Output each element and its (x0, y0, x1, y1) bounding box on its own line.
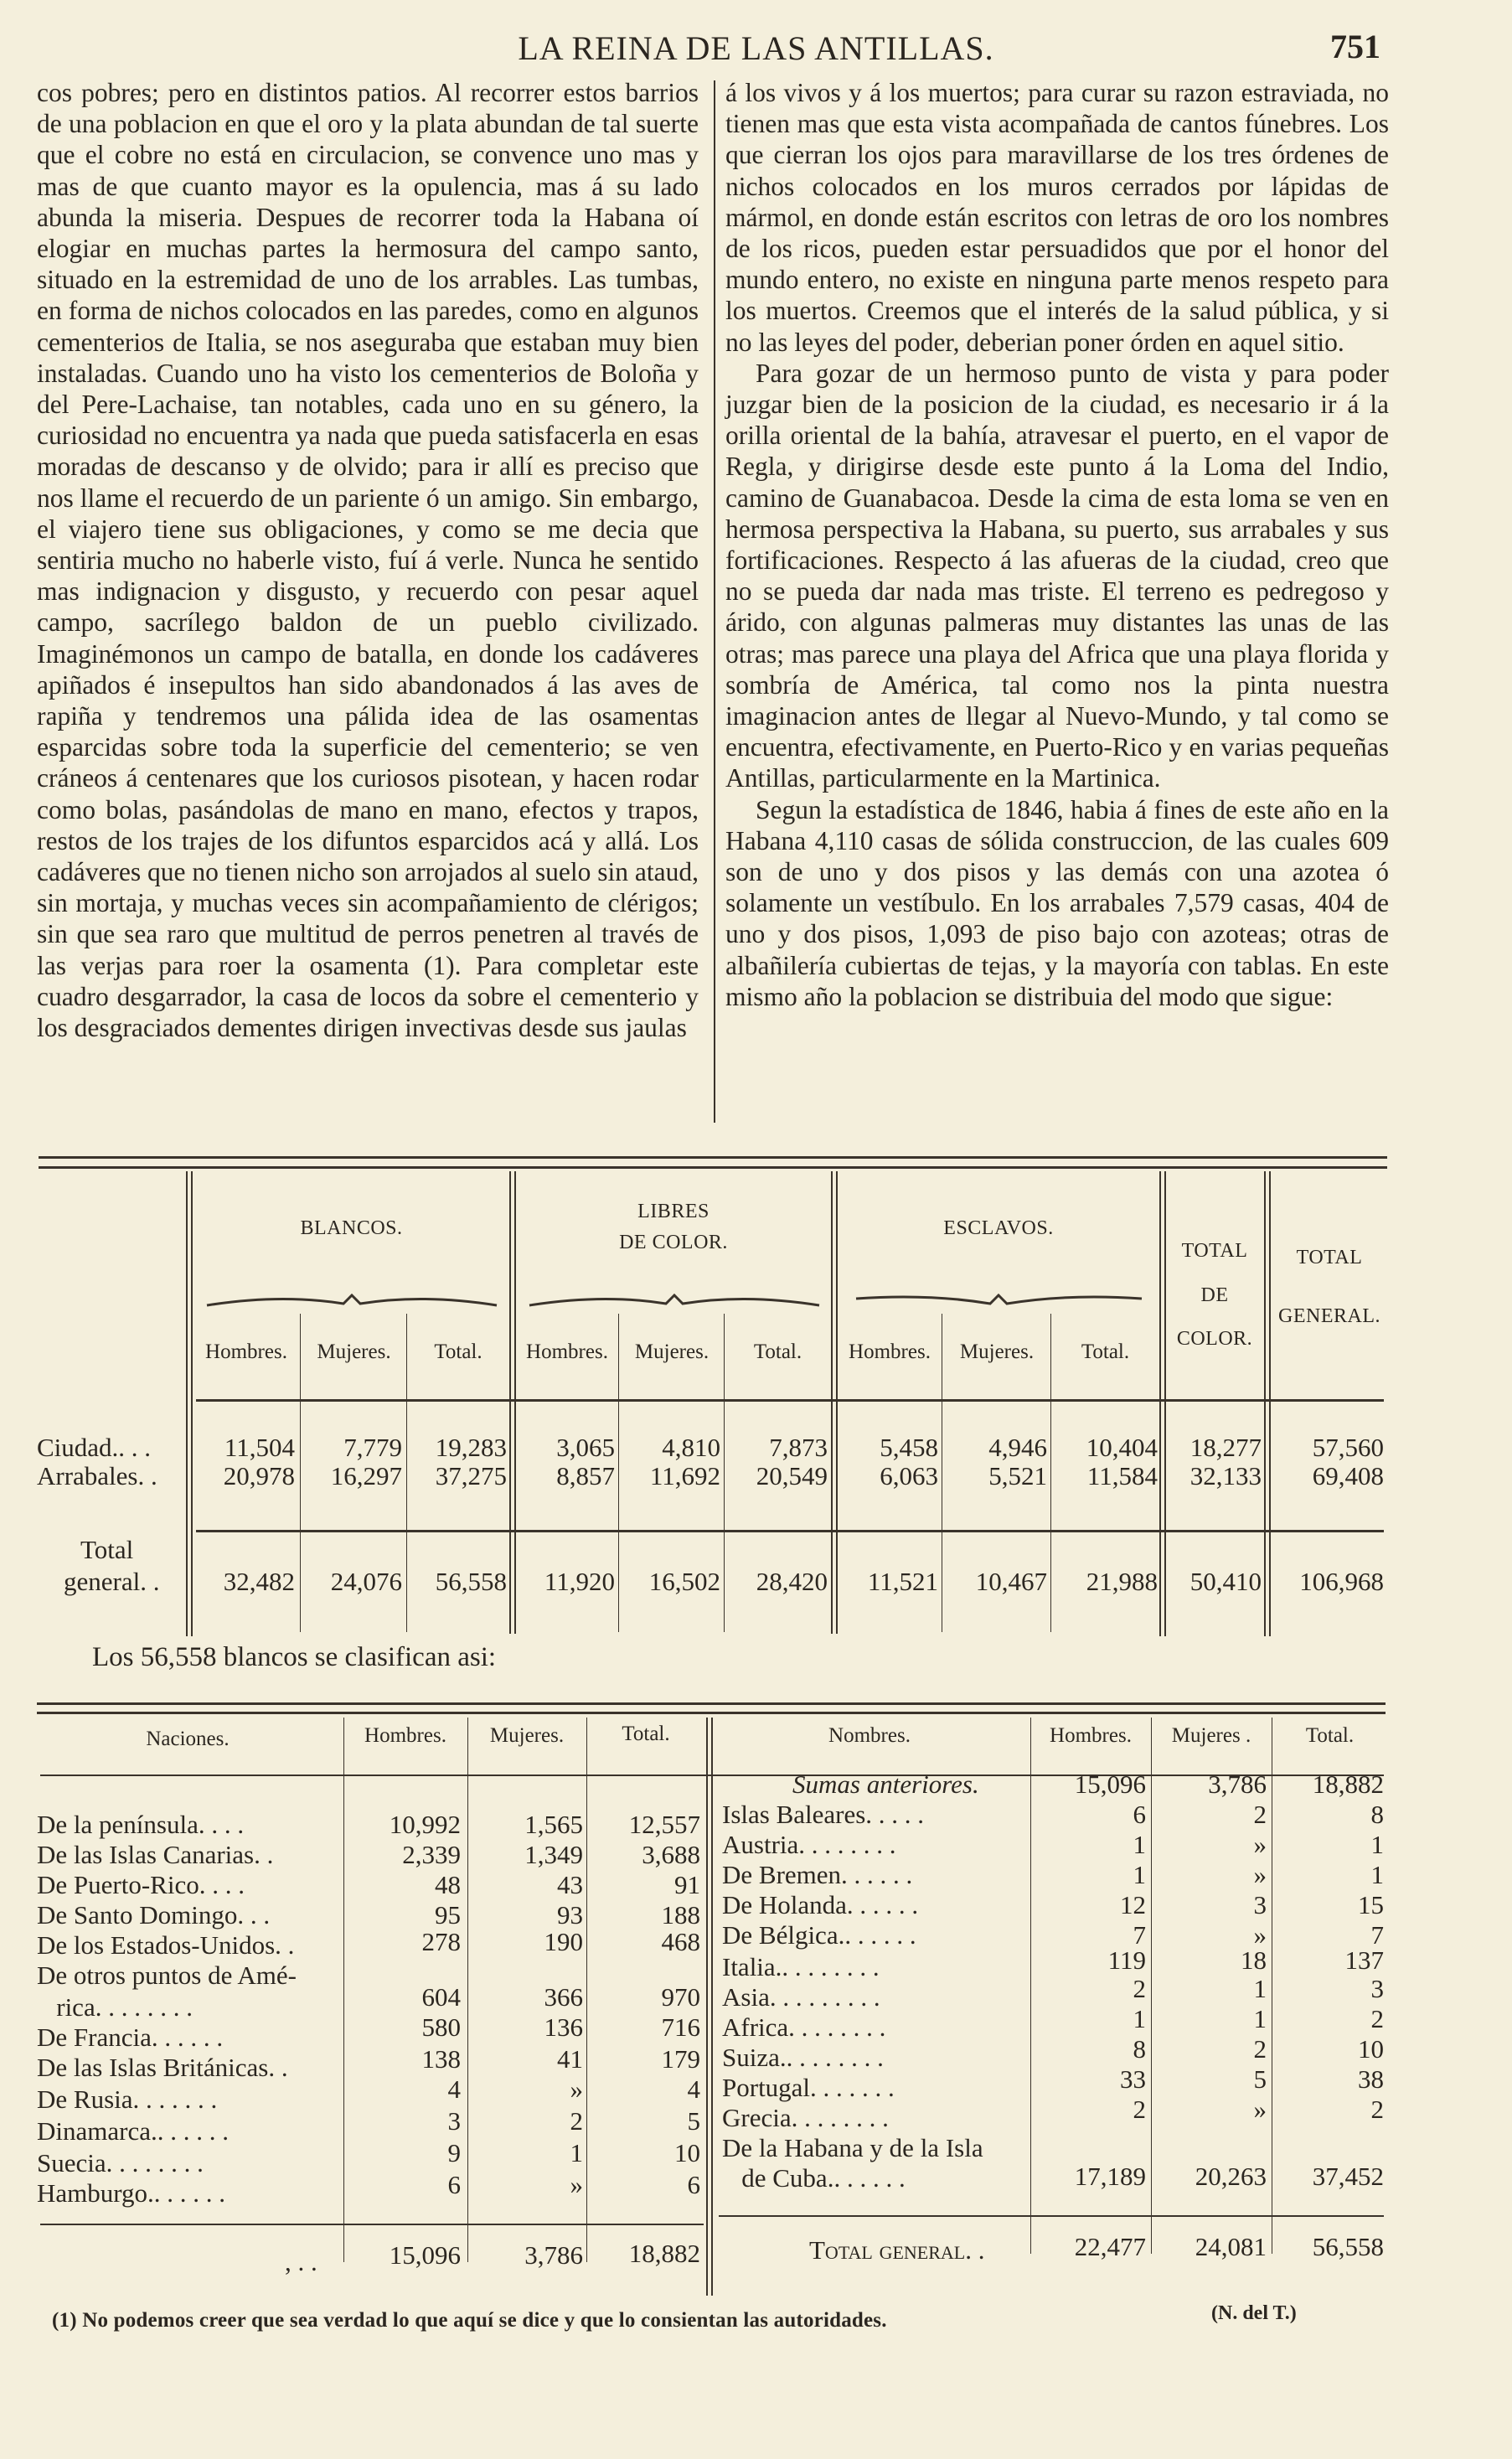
column-rule (467, 1718, 468, 2262)
page-number: 751 (1330, 28, 1380, 65)
cell: 1 (1370, 1830, 1384, 1859)
cell: 2 (1370, 2095, 1384, 2124)
group-header-total-color: DE (1200, 1284, 1229, 1306)
nation-name: De Bélgica.. . . . . . (722, 1920, 916, 1950)
cell: 9 (447, 2138, 461, 2167)
footnote-attribution: (N. del T.) (1211, 2302, 1297, 2324)
cell: 10,467 (975, 1567, 1047, 1596)
column-rule (711, 1718, 713, 2296)
nation-name: rica. . . . . . . . (37, 1992, 193, 2022)
group-header-esclavos: ESCLAVOS. (943, 1217, 1054, 1239)
subheader-mujeres: Mujeres. (959, 1341, 1035, 1363)
cell: 91 (674, 1870, 700, 1899)
cell: 5 (1253, 2064, 1267, 2094)
cell: 93 (557, 1900, 583, 1929)
cell: 2 (1133, 2095, 1146, 2124)
brace-ornament (205, 1290, 498, 1310)
nation-name: Grecia. . . . . . . . (722, 2103, 889, 2132)
subheader-hombres: Hombres. (205, 1341, 287, 1363)
paragraph: Para gozar de un hermoso punto de vista y para poder juzgar bien de la posicion de la ciudad, es necesario ir á la orilla oriental de la bahía, atravesar el puerto, en el vapor de Regla, y dirigirse desde este punto á la Loma del Indio, camino de Guanabacoa. Desde la cima de esta loma se ven en hermosa perspectiva la Habana, su puerto, sus arrabales y sus fortificaciones. Respecto á las afueras de la ciudad, creo que no se pueda dar nada mas triste. El terreno es pedregoso y árido, con algunas palmeras muy distantes las unas de las otras; mas parece una playa del Africa que una playa florida y sombría de América, tal como nos la pinta nuestra imaginacion antes de llegar al Nuevo-Mundo, y tal como se encuentra, efectivamente, en Puerto-Rico y en varias pequeñas Antillas, particularmente en la Martinica. (725, 358, 1389, 793)
column-rule (724, 1314, 725, 1632)
nation-name: Portugal. . . . . . . (722, 2073, 895, 2102)
table-top-rule (39, 1156, 1387, 1159)
nation-name: Hamburgo.. . . . . . (37, 2178, 226, 2208)
column-rule (836, 1171, 838, 1634)
nation-name: Africa. . . . . . . . (722, 2012, 886, 2042)
header-naciones: Naciones. (146, 1728, 230, 1750)
column-rule (1264, 1171, 1266, 1636)
column-rule (1030, 1718, 1031, 2254)
cell: 56,558 (435, 1567, 507, 1596)
paragraph: Segun la estadística de 1846, habia á fines de este año en la Habana 4,110 casas de sólida construccion, de las cuales 609 son de uno y dos pisos y las demás con una azotea ó solamente un vestíbulo. En los arrabales 7,579 casas, 404 de uno y dos pisos, 1,093 de piso bajo con azoteas; otras de albañilería cubiertas de tejas, y la mayoría con tablas. En este mismo año la poblacion se distribuia del modo que sigue: (725, 794, 1389, 1011)
cell: 3 (1370, 1974, 1384, 2003)
left-column (37, 77, 699, 1043)
cell: 37,275 (435, 1461, 507, 1490)
cell: 468 (661, 1927, 700, 1956)
group-header-libres: LIBRES (637, 1201, 710, 1222)
cell: 8 (1370, 1800, 1384, 1829)
cell: 50,410 (1189, 1567, 1262, 1596)
group-header-total-color: COLOR. (1176, 1328, 1253, 1350)
cell: 2 (1370, 2004, 1384, 2033)
cell: 8 (1133, 2034, 1146, 2064)
cell: 12 (1120, 1890, 1146, 1919)
cell: 20,549 (756, 1461, 828, 1490)
subheader-mujeres: Mujeres. (317, 1341, 391, 1363)
column-rule (618, 1314, 619, 1632)
footnote: (1) No podemos creer que sea verdad lo que aquí se dice y que lo consientan las autoridades. (52, 2309, 887, 2332)
cell: 2 (1253, 2034, 1267, 2064)
cell: 11,521 (867, 1567, 938, 1596)
column-rule (186, 1171, 188, 1636)
cell: 41 (557, 2044, 583, 2074)
cell: 4 (447, 2074, 461, 2104)
cell: 6 (447, 2170, 461, 2199)
group-header-total-color: TOTAL (1181, 1240, 1248, 1262)
group-header-total-general: GENERAL. (1278, 1305, 1380, 1327)
cell: 136 (544, 2012, 583, 2042)
nation-name: De Bremen. . . . . . (722, 1860, 913, 1889)
cell: 278 (421, 1927, 461, 1956)
cell: 16,297 (330, 1461, 402, 1490)
cell: 6 (687, 2170, 700, 2199)
cell: 137 (1344, 1945, 1384, 1975)
paragraph: cos pobres; pero en distintos patios. Al recorrer estos barrios de una poblacion en que el oro y la plata abundan de tal suerte que el cobre no está en circulacion, se convence uno mas y mas de que cuanto mayor es la opulencia, mas á su lado abunda la miseria. Despues de recorrer toda la Habana oí elogiar en muchas partes la hermosura del campo santo, situado en la estremidad de uno de los arrables. Las tumbas, en forma de nichos colocados en las paredes, como en algunos cementerios de Italia, se nos aseguraba que estaban muy bien instaladas. Cuando uno ha visto los cementerios de Boloña y del Pere-Lachaise, tan notables, cada uno en su género, la curiosidad no encuentra ya nada que pueda satisfacerla en esas moradas de descanso y de olvido; para ir allí es preciso que nos llame el recuerdo de un pariente ó un amigo. Sin embargo, el viajero tiene sus obligaciones, y como se me decia que sentiria mucho no haberle visto, fuí á verle. Nunca he sentido mas indignacion y disgusto, y recuerdo con pesar aquel campo, sacrílego baldon de un pueblo civilizado. Imaginémonos un campo de batalla, en donde los cadáveres apiñados é insepultos han sido abandonados á las aves de rapiña y tendremos una pálida idea de las osamentas esparcidas sobre toda la superficie del cementerio; se ven cráneos á centenares que los curiosos pisotean, y hacen rodar como bolas, pasándolas de mano en mano, efectos y trapos, restos de los trajes de los difuntos esparcidos acá y allá. Los cadáveres que no tienen nicho son arrojados al suelo sin ataud, sin mortaja, y muchas veces sin acompañamiento de clérigos; sin que sea raro que multitud de perros penetren al través de las verjas para roer la osamenta (1). Para completar este cuadro desgarrador, la casa de locos da sobre el cementerio y los desgraciados dementes dirigen invectivas desde sus jaulas (37, 78, 699, 1043)
cell: 716 (661, 2012, 700, 2042)
cell: 366 (544, 1982, 583, 2012)
table-intro: Los 56,558 blancos se clasifican asi: (92, 1642, 497, 1672)
cell: 15,096 (1074, 1769, 1146, 1799)
cell: 3 (1253, 1890, 1267, 1919)
subheader-hombres: Hombres. (849, 1341, 931, 1363)
cell: 2 (1133, 1974, 1146, 2003)
header-hombres: Hombres. (364, 1724, 446, 1747)
nation-name: de Cuba.. . . . . . (722, 2163, 906, 2193)
cell: 1 (1253, 1974, 1267, 2003)
cell: 11,504 (224, 1433, 295, 1462)
cell: 11,584 (1086, 1461, 1158, 1490)
cell: 6 (1133, 1800, 1146, 1829)
cell: 10,404 (1086, 1433, 1158, 1462)
cell: 8,857 (556, 1461, 615, 1490)
nation-name: De las Islas Británicas. . (37, 2053, 288, 2082)
cell: 7,873 (769, 1433, 828, 1462)
cell: 69,408 (1312, 1461, 1384, 1490)
nation-name: Suecia. . . . . . . . (37, 2148, 204, 2177)
cell: 1 (1370, 1860, 1384, 1889)
nation-name: Austria. . . . . . . . (722, 1830, 896, 1859)
nation-name: Islas Baleares. . . . . (722, 1800, 925, 1829)
cell: 5,458 (880, 1433, 938, 1462)
subtotal-label: , . . (285, 2247, 317, 2276)
column-rule (1151, 1718, 1152, 2254)
brace-ornament (528, 1290, 821, 1310)
cell: 10 (1358, 2034, 1384, 2064)
cell: » (1253, 1920, 1267, 1950)
cell: 10,992 (389, 1810, 461, 1839)
column-rule (509, 1171, 511, 1634)
column-rule (406, 1314, 407, 1632)
cell: 19,283 (435, 1433, 507, 1462)
cell: » (1253, 1860, 1267, 1889)
cell: 6,063 (880, 1461, 938, 1490)
table-top-rule (39, 1166, 1387, 1169)
cell: 20,263 (1195, 2162, 1267, 2191)
cell: 18,277 (1189, 1433, 1262, 1462)
cell: 11,920 (544, 1567, 615, 1596)
subheader-total: Total. (1081, 1341, 1130, 1363)
cell: 33 (1120, 2064, 1146, 2094)
cell: 18,882 (628, 2239, 700, 2268)
column-rule (514, 1171, 516, 1634)
cell: 4 (687, 2074, 700, 2104)
cell: 21,988 (1086, 1567, 1158, 1596)
cell: 32,482 (223, 1567, 295, 1596)
header-hombres: Hombres. (1050, 1724, 1132, 1747)
column-rule (831, 1171, 833, 1634)
nation-name: Suiza.. . . . . . . . (722, 2043, 884, 2072)
column-rule (586, 1718, 587, 2262)
cell: 18,882 (1312, 1769, 1384, 1799)
nation-name: De las Islas Canarias. . (37, 1840, 274, 1869)
subheader-total: Total. (434, 1341, 482, 1363)
cell: 4,946 (988, 1433, 1047, 1462)
cell: 16,502 (648, 1567, 720, 1596)
cell: 5,521 (988, 1461, 1047, 1490)
header-total: Total. (1305, 1724, 1355, 1747)
subheader-total: Total. (753, 1341, 802, 1363)
nation-name: Asia. . . . . . . . . (722, 1982, 880, 2012)
header-nombres: Nombres. (828, 1724, 911, 1747)
cell: 3,786 (524, 2240, 583, 2270)
cell: 580 (421, 2012, 461, 2042)
header-mujeres: Mujeres. (489, 1724, 565, 1747)
cell: 18 (1241, 1945, 1267, 1975)
cell: 22,477 (1074, 2232, 1146, 2261)
cell: 3,688 (642, 1840, 700, 1869)
grand-total-label: Total general. . (809, 2235, 985, 2265)
cell: 1,565 (524, 1810, 583, 1839)
cell: 57,560 (1312, 1433, 1384, 1462)
row-label-arrabales: Arrabales. . (37, 1461, 157, 1490)
cell: » (1253, 2095, 1267, 2124)
total-rule (196, 1530, 1384, 1532)
header-mujeres: Mujeres . (1171, 1724, 1251, 1747)
cell: 3 (447, 2106, 461, 2136)
cell: 12,557 (628, 1810, 700, 1839)
nation-name: Dinamarca.. . . . . . (37, 2116, 229, 2146)
header-rule (196, 1399, 1384, 1402)
cell: 15,096 (389, 2240, 461, 2270)
cell: 2 (570, 2106, 583, 2136)
total-rule (719, 2215, 1384, 2217)
cell: 7 (1370, 1920, 1384, 1950)
cell: 20,978 (223, 1461, 295, 1490)
table-top-rule (37, 1702, 1386, 1705)
cell: 15 (1358, 1890, 1384, 1919)
cell: 970 (661, 1982, 700, 2012)
cell: 24,076 (330, 1567, 402, 1596)
paragraph: á los vivos y á los muertos; para curar su razon estraviada, no tienen mas que esta vista acompañada de cantos fúnebres. Los que cierran los ojos para maravillarse de los tres órdenes de nichos colocados en los muros cerrados por lápidas de mármol, en donde están escritos con letras de oro los nombres de los ricos, pueden estar persuadidos que por el honor del mundo entero, no existe en ninguna parte menos respeto para los muertos. Creemos que el interés de la salud pública, y si no las leyes del poder, deberian poner órden en aquel sitio. (725, 78, 1389, 357)
nation-name: De la Habana y de la Isla (722, 2133, 983, 2162)
cell: 38 (1358, 2064, 1384, 2094)
row-label-ciudad: Ciudad.. . . (37, 1433, 152, 1462)
cell: 188 (661, 1900, 700, 1929)
cell: 1 (1133, 1830, 1146, 1859)
nation-name: De la península. . . . (37, 1810, 245, 1839)
nation-name: De otros puntos de Amé- (37, 1960, 297, 1990)
column-rule (343, 1718, 344, 2262)
cell: 4,810 (662, 1433, 720, 1462)
subheader-hombres: Hombres. (526, 1341, 608, 1363)
cell: 7,779 (343, 1433, 402, 1462)
column-rule (1159, 1171, 1161, 1636)
cell: 604 (421, 1982, 461, 2012)
cell: 106,968 (1299, 1567, 1384, 1596)
column-rule (706, 1718, 708, 2296)
column-divider (714, 80, 715, 1123)
cell: 2 (1253, 1800, 1267, 1829)
cell: 7 (1133, 1920, 1146, 1950)
cell: 56,558 (1312, 2232, 1384, 2261)
column-rule (1050, 1314, 1051, 1632)
nation-name: De Puerto-Rico. . . . (37, 1870, 245, 1899)
carried-label: Sumas anteriores. (792, 1769, 979, 1799)
brace-ornament (854, 1290, 1143, 1310)
group-header-libres: DE COLOR. (619, 1232, 728, 1253)
cell: 28,420 (756, 1567, 828, 1596)
header-total: Total. (622, 1723, 670, 1745)
running-title: LA REINA DE LAS ANTILLAS. (518, 29, 994, 67)
nation-name: De Santo Domingo. . . (37, 1900, 271, 1929)
cell: 179 (661, 2044, 700, 2074)
subheader-mujeres: Mujeres. (634, 1341, 710, 1363)
cell: » (570, 2074, 583, 2104)
cell: » (570, 2170, 583, 2199)
cell: 3,065 (556, 1433, 615, 1462)
cell: 1 (1133, 2004, 1146, 2033)
cell: 138 (421, 2044, 461, 2074)
row-label-total: general. . (64, 1567, 160, 1596)
nation-name: Italia.. . . . . . . . (722, 1952, 880, 1981)
cell: 95 (435, 1900, 461, 1929)
cell: 1 (1133, 1860, 1146, 1889)
cell: 119 (1107, 1945, 1146, 1975)
nation-name: De los Estados-Unidos. . (37, 1930, 295, 1960)
cell: 32,133 (1189, 1461, 1262, 1490)
group-header-total-general: TOTAL (1296, 1247, 1363, 1268)
nation-name: De Rusia. . . . . . . (37, 2084, 218, 2114)
nation-name: De Francia. . . . . . (37, 2022, 224, 2052)
cell: 48 (435, 1870, 461, 1899)
cell: 17,189 (1074, 2162, 1146, 2191)
cell: 3,786 (1208, 1769, 1267, 1799)
right-column (725, 77, 1389, 1012)
cell: 37,452 (1312, 2162, 1384, 2191)
cell: 5 (687, 2106, 700, 2136)
cell: 24,081 (1195, 2232, 1267, 2261)
cell: 10 (674, 2138, 700, 2167)
cell: 1 (1253, 2004, 1267, 2033)
cell: 43 (557, 1870, 583, 1899)
table-top-rule (37, 1712, 1386, 1714)
cell: 1,349 (524, 1840, 583, 1869)
cell: » (1253, 1830, 1267, 1859)
group-header-blancos: BLANCOS. (300, 1217, 403, 1239)
row-label-total: Total (80, 1535, 134, 1564)
cell: 190 (544, 1927, 583, 1956)
nation-name: De Holanda. . . . . . (722, 1890, 919, 1919)
column-rule (300, 1314, 301, 1632)
cell: 1 (570, 2138, 583, 2167)
cell: 11,692 (649, 1461, 720, 1490)
subtotal-rule (40, 2224, 704, 2225)
cell: 2,339 (402, 1840, 461, 1869)
